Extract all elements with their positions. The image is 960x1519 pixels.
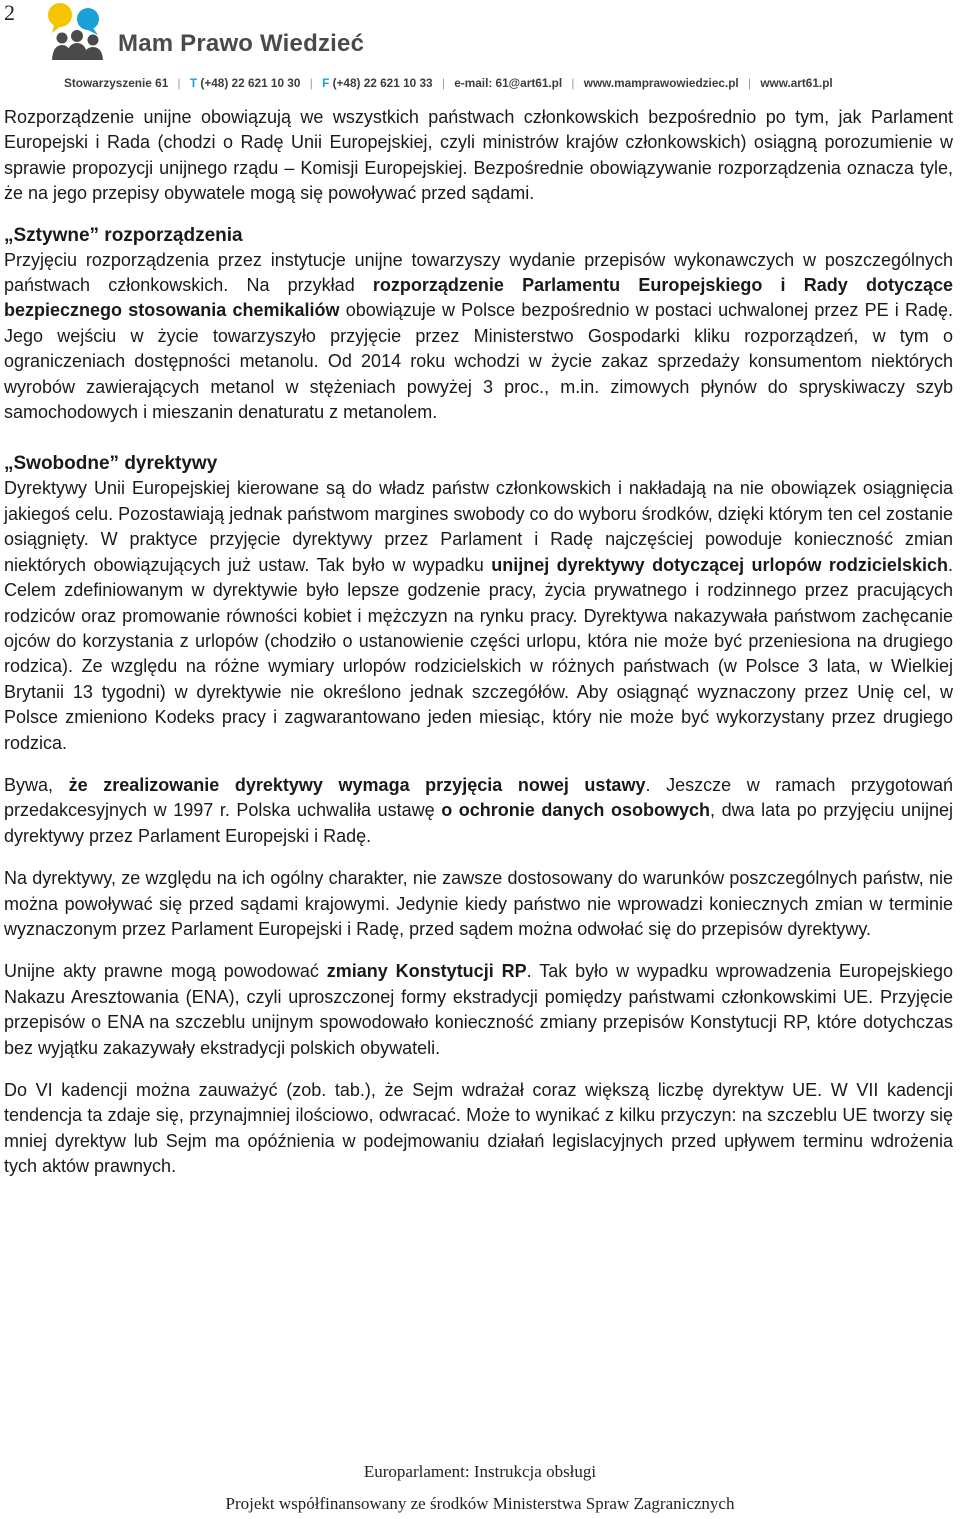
footer-funding: Projekt współfinansowany ze środków Ministerstwa Spraw Zagranicznych [225, 1494, 735, 1513]
directives-paragraph-3: Na dyrektywy, ze względu na ich ogólny charakter, nie zawsze dostosowany do warunków poszczególnych państw, nie można powoływać się przed sądami krajowymi. Jedynie kiedy państwo nie wprowadzi koniecznych zmian w terminie wyznaczonym przez Parlament Europejski i Radę, przed sądem można odwołać się do przepisów dyrektywy. [4, 868, 953, 939]
bold-phrase: rozporządzenie Parlamentu Europejskiego i Rady dotyczące bezpiecznego stosowania chemikaliów [4, 275, 953, 321]
document-body [4, 105, 953, 1180]
section-heading-regulations: „Sztywne” rozporządzenia [4, 224, 243, 246]
contact-bar: Stowarzyszenie 61 | T (+48) 22 621 10 30 | F (+48) 22 621 10 33 | e-mail: 61@art61.pl | www.mamprawowiedziec.pl | www.art61.pl [64, 76, 833, 90]
page-number: 2 [4, 0, 15, 25]
fax-prefix: F [322, 76, 330, 90]
tel-number: (+48) 22 621 10 30 [200, 76, 301, 90]
directives-paragraph-1: Dyrektywy Unii Europejskiej kierowane są do władz państw członkowskich i nakładają na nie obowiązek osiągnięcia jakiegoś celu. Pozostawiają jednak państwom margines swobody co do wyboru środków, dzięki którym ten cel zostanie osiągnięty. W praktyce przyjęcie dyrektywy przez Parlament i Radę najczęściej powoduje konieczność zmian niektórych obowiązujących już ustaw. Tak było w wypadku unijnej dyrektywy dotyczącej urlopów rodzicielskich. Celem zdefiniowanym w dyrektywie było lepsze godzenie pracy, życia prywatnego i rodzinnego przez pracujących rodziców oraz promowanie równości kobiet i mężczyzn na rynku pracy. Dyrektywa nakazywała państwom zachęcanie ojców do korzystania z urlopów (chodziło o ustanowienie części urlopu, która nie może być przeniesiona na drugiego rodzica). Ze względu na różne wymiary urlopów rodzicielskich w różnych państwach (w Polsce 3 lata, w Wielkiej Brytanii 13 tygodni) w dyrektywie nie określono jednak szczegółów. Aby osiągnąć wyznaczony przez Unię cel, w Polsce zmieniono Kodeks pracy i zagwarantowano jeden miesiąc, który nie może być wykorzystany przez drugiego rodzica. [4, 478, 953, 753]
org-name: Mam Prawo Wiedzieć [118, 30, 365, 57]
directives-paragraph-2: Bywa, że zrealizowanie dyrektywy wymaga przyjęcia nowej ustawy. Jeszcze w ramach przygotowań przedakcesyjnych w 1997 r. Polska uchwaliła ustawę o ochronie danych osobowych, dwa lata po przyjęciu unijnej dyrektywy przez Parlament Europejski i Radę. [4, 774, 953, 846]
logo-icon [46, 2, 110, 60]
section-heading-directives: „Swobodne” dyrektywy [4, 453, 218, 475]
bold-phrase: o ochronie danych osobowych [441, 800, 710, 821]
bold-phrase: że zrealizowanie dyrektywy wymaga przyjęcia nowej ustawy [68, 774, 646, 795]
directives-paragraph-5: Do VI kadencji można zauważyć (zob. tab.), że Sejm wdrażał coraz większą liczbę dyrektyw UE. W VII kadencji tendencja ta zdaje się, przynajmniej ilościowo, odwracać. Może to wynikać z kilku przyczyn: na szczeblu UE tworzy się mniej dyrektyw lub Sejm ma opóźnienia w podejmowaniu działań legislacyjnych przed upływem terminu wdrożenia tych aktów prawnych. [4, 1080, 953, 1177]
tel-prefix: T [189, 76, 198, 90]
directives-paragraph-4: Unijne akty prawne mogą powodować zmiany Konstytucji RP. Tak było w wypadku wprowadzenia Europejskiego Nakazu Aresztowania (ENA), czyli uproszczonej formy ekstradycji pomiędzy państwami członkowskimi UE. Przyjęcie przepisów o ENA na szczeblu unijnym spowodowało konieczność zmiany przepisów Konstytucji RP, które dotychczas bez wyjątku zakazywały ekstradycji polskich obywateli. [4, 961, 953, 1058]
email-link[interactable]: e-mail: 61@art61.pl [454, 76, 563, 90]
bold-phrase: unijnej dyrektywy dotyczącej urlopów rodzicielskich [491, 554, 948, 575]
footer-title: Europarlament: Instrukcja obsługi [363, 1462, 597, 1481]
intro-paragraph: Rozporządzenie unijne obowiązują we wszystkich państwach członkowskich bezpośrednio po tym, jak Parlament Europejski i Rada (chodzi o Radę Unii Europejskiej, czyli ministrów krajów członkowskich) osiągną porozumienie w sprawie propozycji unijnego rządu – Komisji Europejskiej. Bezpośrednie obowiązywanie rozporządzenia oznacza tyle, że na jego przepisy obywatele mogą się powoływać przed sądami. [4, 107, 953, 204]
logo [46, 2, 466, 62]
website-link-mpw[interactable]: www.mamprawowiedziec.pl [583, 76, 739, 90]
association-name: Stowarzyszenie 61 [64, 76, 169, 90]
fax-number: (+48) 22 621 10 33 [332, 76, 433, 90]
bold-phrase: zmiany Konstytucji RP [326, 961, 527, 982]
regulations-paragraph: Przyjęciu rozporządzenia przez instytucje unijne towarzyszy wydanie przepisów wykonawczych w poszczególnych państwach członkowskich. Na przykład rozporządzenie Parlamentu Europejskiego i Rady dotyczące bezpiecznego stosowania chemikaliów obowiązuje w Polsce bezpośrednio w postaci uchwalonej przez PE i Radę. Jego wejściu w życie towarzyszyło przyjęcie przez Ministerstwo Gospodarki kliku rozporządzeń, w tym o ograniczeniach dostępności metanolu. Od 2014 roku wchodzi w życie zakaz sprzedaży konsumentom niektórych wyrobów zawierających metanol w stężeniach powyżej 3 proc., m.in. zimowych płynów do spryskiwaczy szyb samochodowych i mieszanin denaturatu z metanolem. [4, 249, 954, 423]
website-link-art61[interactable]: www.art61.pl [760, 76, 833, 90]
